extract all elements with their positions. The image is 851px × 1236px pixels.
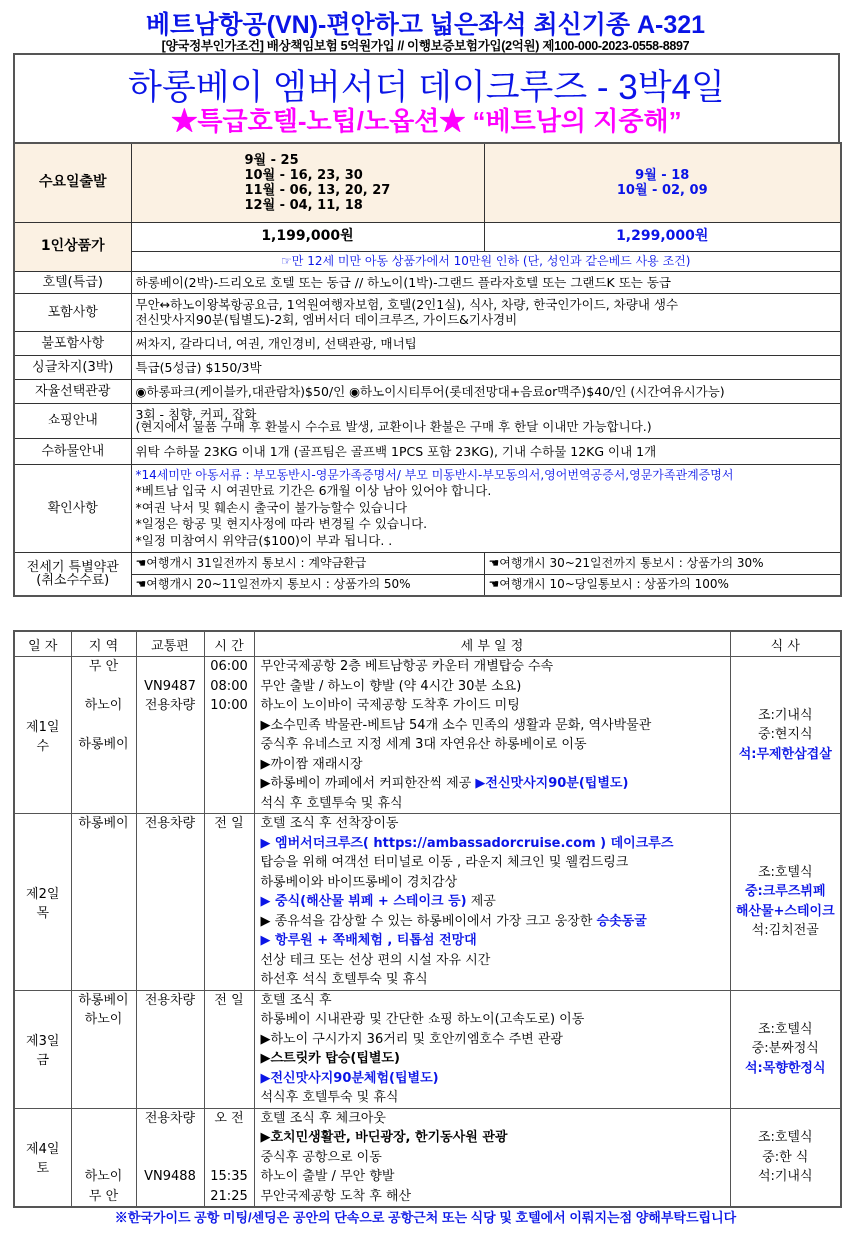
notice-line: *일정 미참여시 위약금($100)이 부과 됩니다. . (135, 532, 393, 548)
col-header-details: 세 부 일 정 (254, 631, 730, 657)
time-line (205, 1128, 254, 1148)
date-line: 10월 - 02, 09 (616, 182, 708, 198)
baggage-value: 위탁 수하물 23KG 이내 1개 (골프팀은 골프백 1PCS 포함 23KG), 기내 수하물 12KG 이내 1개 (131, 438, 841, 464)
transport-cell (136, 814, 204, 991)
detail-line: 호텔 조식 후 체크아웃 (260, 1110, 386, 1126)
hotel-row (14, 271, 841, 293)
meal-lunch-detail: 해산물+스테이크 (735, 903, 835, 919)
cruise-link-line: ▶ 엠버서더크루즈( https://ambassadorcruise.com ) 데이크루즈 (260, 835, 674, 851)
time-line: 08:00 (210, 678, 248, 694)
price-b: 1,299,000원 (484, 222, 841, 251)
time-line: 15:35 (210, 1169, 248, 1184)
itinerary-table (13, 630, 842, 1208)
itinerary-day-4 (14, 1108, 841, 1207)
meal-lunch: 중:크루즈뷔페 (744, 884, 826, 900)
day-weekday: 금 (36, 1053, 50, 1068)
details-cell (254, 1108, 730, 1207)
massage-highlight: ▶전신맛사지90분(팁별도) (475, 776, 629, 791)
transport-line: VN9487 (144, 678, 196, 694)
cancellation-row-2 (14, 574, 841, 596)
cancellation-label-line: (취소수수료) (36, 572, 110, 588)
single-charge-value: 특급(5성급) $150/3박 (131, 355, 841, 379)
detail-line: 하롱베이 시내관광 및 간단한 쇼핑 하노이(고속도로) 이동 (260, 1012, 585, 1027)
detail-line: 하선후 석식 호텔투숙 및 휴식 (260, 972, 428, 987)
meal-breakfast: 조:기내식 (757, 707, 813, 723)
single-charge-label: 싱글차지(3박) (14, 355, 131, 379)
airline-banner: 베트남항공(VN)-편안하고 넓은좌석 최신기종 A-321 (145, 11, 706, 39)
date-line: 9월 - 25 (244, 152, 299, 168)
shopping-label: 쇼핑안내 (14, 403, 131, 438)
detail-line: ▶소수민족 박물관-베트남 54개 소수 민족의 생활과 문화, 역사박물관 (260, 717, 652, 733)
lunch-highlight: ▶ 중식(해산물 뷔페 + 스테이크 등) (260, 894, 467, 909)
detail-line: 하노이 출발 / 무안 향발 (260, 1169, 395, 1184)
detail-line: 호텔 조식 후 선착장이동 (260, 816, 399, 831)
region-line (72, 716, 136, 736)
detail-line (255, 774, 730, 794)
details-cell (254, 990, 730, 1108)
day-cell (14, 814, 71, 991)
col-header-region: 지 역 (71, 631, 136, 657)
detail-line: 석식 후 호텔투숙 및 휴식 (260, 795, 403, 811)
transport-cell (136, 657, 204, 814)
shopping-value (131, 403, 841, 438)
day-number: 제1일 (26, 720, 60, 735)
meal-breakfast: 조:호텔식 (757, 1130, 813, 1145)
included-value (131, 293, 841, 331)
meal-lunch: 중:분짜정식 (751, 1041, 819, 1057)
detail-line: 무안 출발 / 하노이 향발 (약 4시간 30분 소요) (260, 678, 522, 694)
region-line: 하노이 (84, 1169, 123, 1184)
excluded-label: 불포함사항 (14, 331, 131, 355)
page-subtitle: ★특급호텔-노팁/노옵션★ “베트남의 지중해” (171, 106, 682, 136)
transport-line (137, 1187, 204, 1207)
cancellation-item: ☚여행개시 10~당일통보시 : 상품가의 100% (484, 574, 841, 596)
time-line: 06:00 (210, 659, 248, 674)
region-line: 무 안 (88, 1188, 119, 1204)
shopping-line: (현지에서 물품 구매 후 환불시 수수료 발생, 교환이나 환불은 구매 후 한달 이내만 가능합니다.) (135, 418, 652, 434)
day-cell (14, 990, 71, 1108)
footer-notice: ※한국가이드 공항 미팅/센딩은 공안의 단속으로 공항근처 또는 식당 및 호텔에서 이뤄지는점 양해부탁드립니다 (114, 1210, 737, 1225)
single-charge-row (14, 355, 841, 379)
time-line: 21:25 (210, 1188, 248, 1204)
transport-line: 전용차량 (144, 992, 196, 1008)
notice-label: 확인사항 (14, 464, 131, 552)
col-header-meals: 식 사 (730, 631, 841, 657)
detail-text: 제공 (466, 894, 496, 909)
day-weekday: 목 (36, 905, 50, 921)
cancellation-label-line: 전세기 특별약관 (26, 559, 119, 575)
region-line: 하노이 (84, 698, 123, 713)
time-cell (204, 657, 254, 814)
streetcar-line: ▶스트릿카 탑승(팁별도) (260, 1051, 400, 1066)
day-weekday: 수 (36, 739, 50, 754)
page-title: 하롱베이 엠버서더 데이크루즈 - 3박4일 (128, 68, 725, 107)
detail-line: 하롱베이와 바이뜨롱베이 경치감상 (260, 874, 458, 890)
meals-cell (730, 1108, 841, 1207)
col-header-transport: 교통편 (136, 631, 204, 657)
included-line: 전신맛사지90분(팁별도)-2회, 엠버서더 데이크루즈, 가이드&기사경비 (135, 312, 518, 327)
region-cell (71, 1108, 136, 1207)
detail-line: 중식후 유네스코 지정 세계 3대 자연유산 하롱베이로 이동 (260, 737, 587, 752)
cancellation-item: ☚여행개시 20~11일전까지 통보시 : 상품가의 50% (131, 574, 484, 596)
detail-line (255, 892, 730, 912)
meal-lunch: 중:현지식 (757, 727, 813, 743)
child-documents-notice: *14세미만 아동서류 : 부모동반시-영문가족증명서/ 부모 미동반시-부모동의서,영어번역공증서,영문가족관계증명서 (135, 467, 734, 482)
price-row (14, 222, 841, 251)
license-line: [양국정부인가조건] 배상책임보험 5억원가입 // 이행보증보험가입(2억원) 제100-000-2023-0558-8897 (161, 39, 690, 53)
shopping-line: 3회 - 침향, 커피, 잡화 (135, 406, 257, 422)
cancellation-label (14, 552, 131, 596)
detail-line: ▶하노이 구시가지 36거리 및 호안끼엠호수 주변 관광 (260, 1031, 563, 1047)
meal-breakfast: 조:호텔식 (757, 1021, 813, 1037)
date-line: 11월 - 06, 13, 20, 27 (244, 182, 391, 198)
region-line: 무 안 (88, 659, 119, 674)
region-line: 하롱베이 (78, 737, 129, 752)
excluded-row (14, 331, 841, 355)
day-weekday: 토 (36, 1161, 50, 1177)
detail-line: 선상 테크 또는 선상 편의 시설 자유 시간 (260, 952, 491, 968)
detail-text: ▶ 종유석을 감상할 수 있는 하롱베이에서 가장 크고 웅장한 (260, 913, 597, 929)
hochiminh-tour-line: ▶호치민생활관, 바딘광장, 한기동사원 관광 (260, 1130, 508, 1145)
child-discount-note: ☞만 12세 미만 아동 상품가에서 10만원 인하 (단, 성인과 같은베드 사용 조건) (131, 251, 841, 271)
included-label: 포함사항 (14, 293, 131, 331)
optional-tour-label: 자율선택관광 (14, 379, 131, 403)
time-cell (204, 990, 254, 1108)
itinerary-day-3 (14, 990, 841, 1108)
details-cell (254, 814, 730, 991)
transport-line: 전용차량 (144, 816, 196, 831)
detail-line: ▶까이짬 재래시장 (260, 756, 363, 772)
details-cell (254, 657, 730, 814)
optional-tour-value: ◉하롱파크(케이블카,대관람차)$50/인 ◉하노이시티투어(롯데전망대+음료or맥주)$40/인 (시간여유시가능) (131, 379, 841, 403)
itinerary-day-2 (14, 814, 841, 991)
meal-dinner: 석:기내식 (757, 1169, 813, 1184)
baggage-label: 수하물안내 (14, 438, 131, 464)
day-number: 제2일 (26, 886, 60, 902)
transport-line (137, 657, 204, 677)
departure-label: 수요일출발 (14, 143, 131, 222)
day-number: 제3일 (26, 1034, 60, 1049)
region-cell (71, 814, 136, 991)
itinerary-header-row (14, 631, 841, 657)
included-row (14, 293, 841, 331)
transport-line: VN9488 (144, 1169, 196, 1184)
meal-dinner: 석:무제한삼겹살 (738, 746, 832, 762)
detail-line: ▶ 항루원 + 쪽배체험 , 티톱섬 전망대 (260, 933, 477, 948)
cancellation-row-1 (14, 552, 841, 574)
transport-line: 전용차량 (144, 1110, 196, 1126)
notice-line: *베트남 입국 시 여권만료 기간은 6개월 이상 남아 있어야 합니다. (135, 483, 492, 499)
region-cell (71, 657, 136, 814)
region-line: 하노이 (84, 1012, 123, 1027)
meal-dinner: 석:목향한정식 (744, 1060, 826, 1076)
meals-cell (730, 990, 841, 1108)
product-info-table (13, 142, 842, 597)
time-line: 오 전 (214, 1110, 244, 1126)
departure-dates-b (484, 143, 841, 222)
detail-line: 중식후 공항으로 이동 (260, 1149, 382, 1165)
date-line: 9월 - 18 (635, 167, 690, 183)
massage-line: ▶전신맛사지90분체험(팁별도) (260, 1070, 439, 1086)
detail-line: 무안국제공항 도착 후 해산 (260, 1188, 412, 1204)
transport-line (137, 1148, 204, 1168)
notice-value (131, 464, 841, 552)
transport-cell (136, 990, 204, 1108)
notice-line: *여권 낙서 및 훼손시 출국이 불가능할수 있습니다 (135, 499, 408, 515)
transport-cell (136, 1108, 204, 1207)
cave-highlight: 승솟동굴 (596, 913, 647, 929)
itinerary-day-1 (14, 657, 841, 814)
time-line: 10:00 (210, 698, 248, 713)
day-number: 제4일 (26, 1142, 60, 1158)
region-line (72, 1148, 136, 1168)
detail-text: ▶하롱베이 까페에서 커피한잔씩 제공 (260, 776, 476, 791)
region-line (72, 677, 136, 697)
time-line (205, 1148, 254, 1168)
transport-line (137, 1128, 204, 1148)
detail-line: 하노이 노이바이 국제공항 도착후 가이드 미팅 (260, 698, 520, 713)
region-line (72, 1128, 136, 1148)
meal-lunch: 중:한 식 (762, 1149, 809, 1165)
detail-line: 무안국제공항 2층 베트남항공 카운터 개별탑승 수속 (260, 659, 554, 674)
detail-line (255, 912, 730, 932)
region-cell (71, 990, 136, 1108)
cancellation-item: ☚여행개시 31일전까지 통보시 : 계약금환급 (131, 552, 484, 574)
departure-dates-a (131, 143, 484, 222)
meals-cell (730, 814, 841, 991)
time-line: 전 일 (214, 816, 244, 831)
time-line: 전 일 (214, 992, 244, 1008)
baggage-row (14, 438, 841, 464)
day-cell (14, 657, 71, 814)
col-header-day: 일 자 (14, 631, 71, 657)
price-a: 1,199,000원 (131, 222, 484, 251)
optional-tour-row (14, 379, 841, 403)
hotel-label: 호텔(특급) (14, 271, 131, 293)
included-line: 무안↔하노이왕복항공요금, 1억원여행자보험, 호텔(2인1실), 식사, 차량, 한국인가이드, 차량내 생수 (135, 297, 679, 312)
meal-dinner: 석:김치전골 (751, 923, 819, 939)
shopping-row (14, 403, 841, 438)
price-label: 1인상품가 (14, 222, 131, 271)
meals-cell (730, 657, 841, 814)
date-line: 10월 - 16, 23, 30 (244, 167, 363, 183)
departure-row (14, 143, 841, 222)
cancellation-item: ☚여행개시 30~21일전까지 통보시 : 상품가의 30% (484, 552, 841, 574)
region-line: 하롱베이 (78, 816, 129, 831)
child-note-row (14, 251, 841, 271)
region-line (72, 1109, 136, 1129)
region-line: 하롱베이 (78, 992, 129, 1008)
date-line: 12월 - 04, 11, 18 (244, 197, 363, 213)
time-cell (204, 1108, 254, 1207)
meal-breakfast: 조:호텔식 (757, 864, 813, 880)
detail-line: 호텔 조식 후 (260, 992, 332, 1008)
detail-line: 석식후 호텔투숙 및 휴식 (260, 1090, 399, 1105)
col-header-time: 시 간 (204, 631, 254, 657)
notice-line: *일정은 항공 및 현지사정에 따라 변경될 수 있습니다. (135, 516, 428, 532)
hotel-value: 하롱베이(2박)-드리오로 호텔 또는 동급 // 하노이(1박)-그랜드 플라자호텔 또는 그랜드K 또는 동급 (131, 271, 841, 293)
notice-row (14, 464, 841, 552)
day-cell (14, 1108, 71, 1207)
transport-line: 전용차량 (144, 698, 196, 713)
time-cell (204, 814, 254, 991)
excluded-value: 써차지, 갈라디너, 여권, 개인경비, 선택관광, 매너팁 (131, 331, 841, 355)
detail-line: 탑승을 위해 여객선 터미널로 이동 , 라운지 체크인 및 웰컴드링크 (260, 855, 629, 870)
